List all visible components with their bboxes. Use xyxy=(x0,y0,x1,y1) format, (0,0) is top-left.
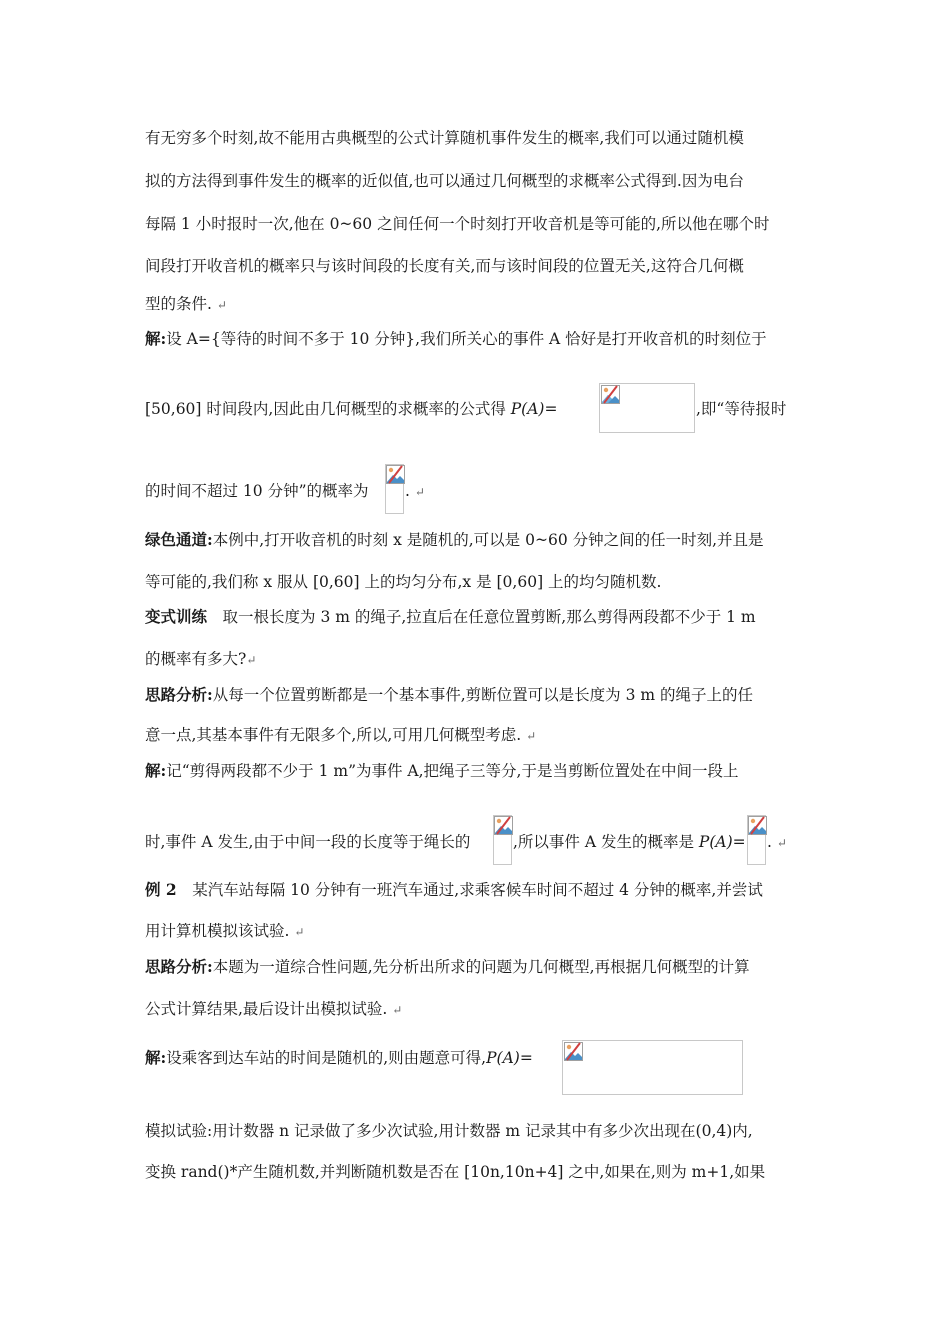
text: 时,事件 A 发生,由于中间一段的长度等于绳长的 xyxy=(145,833,471,851)
text: 意一点,其基本事件有无限多个,所以,可用几何概型考虑. xyxy=(145,726,522,744)
text: . ↵ xyxy=(405,482,425,500)
text: 本题为一道综合性问题,先分析出所求的问题为几何概型,再根据几何概型的计算 xyxy=(212,958,750,976)
text: 从每一个位置剪断都是一个基本事件,剪断位置可以是长度为 3 m 的绳子上的任 xyxy=(212,686,754,704)
text-line xyxy=(145,171,744,191)
formula-image xyxy=(599,383,695,433)
paragraph-mark: ↵ xyxy=(776,836,787,850)
text-line xyxy=(145,607,756,627)
text: 解:设乘客到达车站的时间是随机的,则由题意可得,P(A)= xyxy=(145,1048,533,1067)
text-line xyxy=(145,685,753,705)
paragraph-mark: ↵ xyxy=(216,298,227,312)
text-line xyxy=(145,1121,753,1141)
solution-label: 解: xyxy=(145,329,167,348)
text: ,即“等待报时 xyxy=(696,400,787,418)
text-line xyxy=(145,128,744,148)
text: 的时间不超过 10 分钟”的概率为 xyxy=(145,482,369,500)
text-line xyxy=(145,649,256,670)
text-line xyxy=(145,921,304,942)
text-line xyxy=(145,256,744,276)
broken-image-icon xyxy=(564,1042,583,1061)
broken-image-icon xyxy=(386,465,405,484)
text: 等可能的,我们称 x 服从 [0,60] 上的均匀分布,x 是 [0,60] 上的均匀随机数. xyxy=(145,573,662,591)
text: 模拟试验:用计数器 n 记录做了多少次试验,用计数器 m 记录其中有多少次出现在(0,4)内, xyxy=(145,1122,753,1140)
text: 型的条件. xyxy=(145,295,212,313)
text-line xyxy=(145,999,402,1020)
broken-image-icon xyxy=(494,816,513,835)
variant-training-label: 变式训练 xyxy=(145,607,208,626)
text: 记“剪得两段都不少于 1 m”为事件 A,把绳子三等分,于是当剪断位置处在中间一段上 xyxy=(166,762,739,780)
paragraph-mark: ↵ xyxy=(392,1003,403,1017)
text: 本例中,打开收音机的时刻 x 是随机的,可以是 0~60 分钟之间的任一时刻,并且是 xyxy=(212,531,764,549)
formula-image xyxy=(493,815,512,865)
text-line xyxy=(145,957,750,977)
text-line xyxy=(145,725,536,746)
text: 某汽车站每隔 10 分钟有一班汽车通过,求乘客候车时间不超过 4 分钟的概率,并尝试 xyxy=(176,881,763,899)
analysis-label: 思路分析: xyxy=(145,957,213,976)
text-line xyxy=(145,761,738,781)
formula-image xyxy=(385,464,404,514)
green-channel-label: 绿色通道: xyxy=(145,530,213,549)
text-line xyxy=(145,880,763,900)
formula-image xyxy=(747,815,766,865)
text: 拟的方法得到事件发生的概率的近似值,也可以通过几何概型的求概率公式得到.因为电台 xyxy=(145,172,744,190)
text-line xyxy=(145,572,661,592)
broken-image-icon xyxy=(748,816,767,835)
analysis-label: 思路分析: xyxy=(145,685,213,704)
text: ,所以事件 A 发生的概率是 P(A)= xyxy=(513,833,746,851)
broken-image-icon xyxy=(601,385,620,404)
solution-label: 解: xyxy=(145,761,167,780)
paragraph-mark: ↵ xyxy=(414,485,425,499)
text: 的概率有多大? xyxy=(145,650,247,668)
formula-image xyxy=(562,1040,743,1095)
text-line xyxy=(145,214,770,234)
example-label: 例 2 xyxy=(145,880,177,899)
text: 用计算机模拟该试验. xyxy=(145,922,290,940)
text-line xyxy=(145,530,764,550)
paragraph-mark: ↵ xyxy=(294,925,305,939)
paragraph-mark: ↵ xyxy=(526,729,537,743)
text: 公式计算结果,最后设计出模拟试验. xyxy=(145,1000,388,1018)
text: 设 A={等待的时间不多于 10 分钟},我们所关心的事件 A 恰好是打开收音机的时刻位于 xyxy=(166,330,767,348)
text-line xyxy=(145,1162,765,1182)
text: . ↵ xyxy=(767,833,787,851)
paragraph-mark: ↵ xyxy=(246,653,257,667)
text: 变换 rand()*产生随机数,并判断随机数是否在 [10n,10n+4] 之中,如果在,则为 m+1,如果 xyxy=(145,1163,766,1181)
text: 每隔 1 小时报时一次,他在 0~60 之间任何一个时刻打开收音机是等可能的,所以他在哪个时 xyxy=(145,215,770,233)
text: [50,60] 时间段内,因此由几何概型的求概率的公式得 P(A)= xyxy=(145,400,558,418)
text: 间段打开收音机的概率只与该时间段的长度有关,而与该时间段的位置无关,这符合几何概 xyxy=(145,257,744,275)
text-line xyxy=(145,294,227,315)
text: 取一根长度为 3 m 的绳子,拉直后在任意位置剪断,那么剪得两段都不少于 1 m xyxy=(207,608,756,626)
text: 有无穷多个时刻,故不能用古典概型的公式计算随机事件发生的概率,我们可以通过随机模 xyxy=(145,129,744,147)
text-line xyxy=(145,329,767,349)
